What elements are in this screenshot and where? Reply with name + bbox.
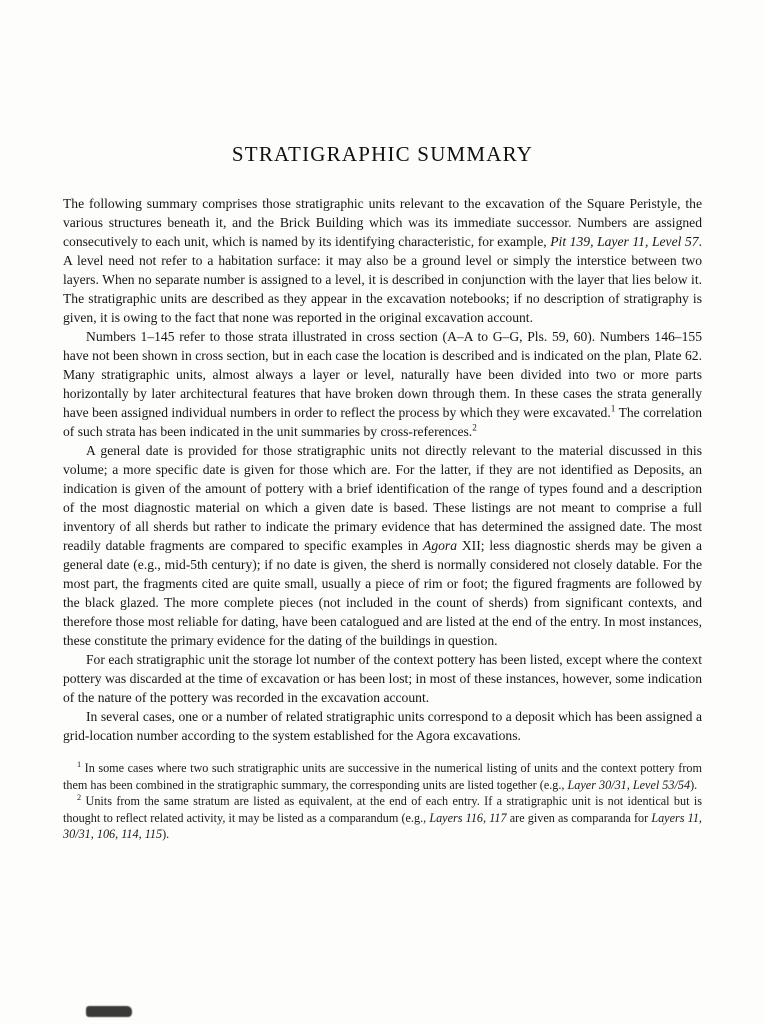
page-title: STRATIGRAPHIC SUMMARY [231,142,534,166]
paragraph-dating: A general date is provided for those stratigraphic units not directly relevant to the material discussed in this volume; a more specific date is given for those which are. For the latter, if they are not identified as Deposits, an indication is given of the amount of pottery with a brief identification of the range of types found and a description of the most diagnostic material on which a given date is based. These listings are not meant to comprise a full inventory of all sherds but rather to indicate the primary evidence that has determined the assigned date. The most readily datable fragments are compared to specific examples in Agora XII; less diagnostic sherds may be given a general date (e.g., mid-5th century); if no date is given, the sherd is normally considered not closely datable. For the most part, the fragments cited are quite small, usually a piece of rim or foot; the figured fragments are followed by the black glazed. The more complete pieces (not included in the count of sherds) from significant contexts, and therefore those most reliable for dating, have been catalogued and are listed at the end of the entry. In most instances, these constitute the primary evidence for the dating of the buildings in question. [63,443,702,648]
paragraph-intro: The following summary comprises those stratigraphic units relevant to the excavation of the Square Peristyle, the various structures beneath it, and the Brick Building which was its immediate successor. Numbers are assigned consecutively to each unit, which is named by its identifying characteristic, for example, Pit 139, Layer 11, Level 57. A level need not refer to a habitation surface: it may also be a ground level or simply the interstice between two layers. When no separate number is assigned to a level, it is described in conjunction with the layer that lies below it. The stratigraphic units are described as they appear in the excavation notebooks; if no description of stratigraphy is given, it is owing to the fact that none was reported in the original excavation account. [63,196,702,325]
paragraph-storage-lots: For each stratigraphic unit the storage lot number of the context pottery has been listed, except where the context pottery was discarded at the time of excavation or has been lost; in most of these instances, however, some indication of the nature of the pottery was recorded in the excavation account. [63,652,702,705]
footnote-1: $^1$ In some cases where two such stratigraphic units are successive in the numerical listing of units and the context pottery from them has been combined in the stratigraphic summary, the corresponding units are listed together (e.g., Layer 30/31, Level 53/54). [63,759,702,792]
paragraph-cross-sections: Numbers 1–145 refer to those strata illustrated in cross section (A–A to G–G, Pls. 59, 60). Numbers 146–155 have not been shown in cross section, but in each case the location is described and is indicated on the plan, Plate 62. Many stratigraphic units, almost always a layer or level, naturally have been divided into two or more parts horizontally by later architectural features that have broken down through them. In these cases the strata generally have been assigned individual numbers in order to reflect the process by which they were excavated.$^1$ The correlation of such strata has been indicated in the unit summaries by cross-references.$^2$ [63,329,703,439]
body-text [63,194,702,745]
footnote-2: $^2$ Units from the same stratum are listed as equivalent, at the end of each entry. If a stratigraphic unit is not identical but is thought to reflect related activity, it may be listed as a comparandum (e.g., Layers 116, 117 are given as comparanda for Layers 11, 30/31, 106, 114, 115). [63,792,702,841]
footnotes [63,760,702,843]
paragraph-grid-location: In several cases, one or a number of related stratigraphic units correspond to a deposit which has been assigned a grid-location number according to the system established for the Agora excavations. [63,709,702,743]
ink-smudge [86,1006,132,1017]
